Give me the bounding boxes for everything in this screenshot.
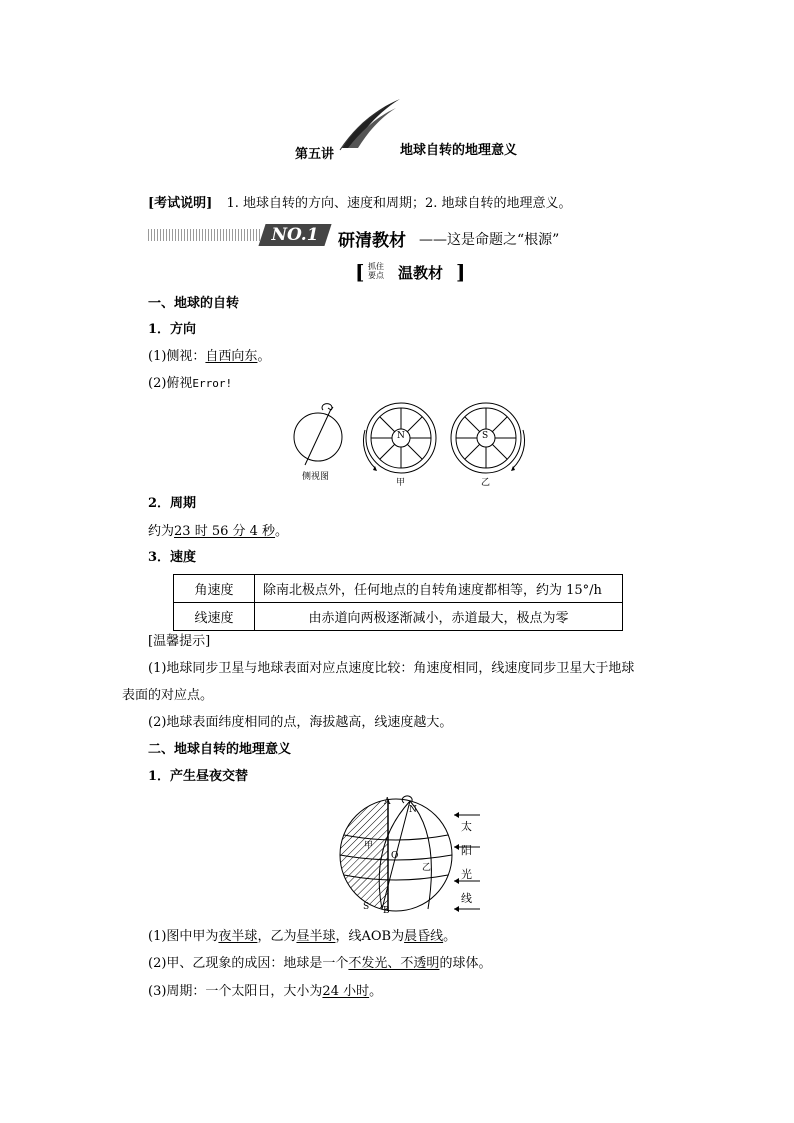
day-answer: 昼半球 [296, 929, 336, 944]
table-head: 角速度 [174, 575, 255, 603]
section2-heading: 二、地球自转的地理意义 [148, 742, 292, 757]
banner-main-title: 研清教材 [338, 231, 406, 251]
exam-tag: [考试说明] [148, 196, 213, 211]
tip2: (2)地球表面纬度相同的点，海拔越高，线速度越大。 [148, 715, 453, 730]
daynight-line2: (2)甲、乙现象的成因：地球是一个不发光、不透明的球体。 [148, 956, 492, 971]
fig2-s: S [363, 902, 370, 912]
cause-answer: 不发光、不透明 [348, 956, 440, 971]
subbanner-open: [ [355, 260, 365, 284]
side-view-line: (1)侧视：自西向东。 [148, 349, 271, 364]
side-view-answer: 自西向东 [205, 349, 258, 364]
daynight-line3: (3)周期：一个太阳日，大小为24 小时。 [148, 984, 383, 999]
speed-heading: 3．速度 [148, 550, 197, 565]
daynight-heading: 1．产生昼夜交替 [148, 769, 249, 784]
banner-no-badge: NO.1 [258, 224, 331, 246]
exam-line [148, 196, 572, 212]
period-heading: 2．周期 [148, 496, 197, 511]
period-line: 约为23 时 56 分 4 秒。 [148, 524, 289, 539]
period-answer: 23 时 56 分 4 秒 [174, 524, 276, 539]
subbanner-close: ] [456, 260, 466, 284]
fig-label-n: N [397, 431, 405, 441]
lesson-title: 地球自转的地理意义 [400, 143, 518, 158]
table-row [174, 603, 623, 631]
table-cell: 除南北极点外，任何地点的自转角速度都相等，约为 15°/h [255, 575, 623, 603]
subbanner-big: 温教材 [398, 264, 444, 282]
sun-label-3: 光 [461, 868, 472, 881]
error-text: Error! [192, 377, 233, 390]
swoosh-logo [338, 96, 404, 152]
fig2-yi: 乙 [422, 863, 432, 873]
table-row [174, 575, 623, 603]
sun-label-2: 阳 [461, 844, 472, 857]
table-cell: 由赤道向两极逐渐减小，赤道最大，极点为零 [255, 603, 623, 631]
night-answer: 夜半球 [218, 929, 258, 944]
tip-tag: [温馨提示] [148, 634, 211, 649]
exam-text: 1. 地球自转的方向、速度和周期；2. 地球自转的地理意义。 [226, 196, 572, 211]
period-answer-2: 24 小时 [322, 984, 370, 999]
subbanner-small: 抓住 要点 [368, 262, 384, 280]
fig-label-jia: 甲 [396, 478, 406, 488]
speed-table [173, 574, 623, 631]
fig2-b: B [383, 906, 390, 916]
fig-label-yi: 乙 [481, 478, 491, 488]
fig2-n: N [409, 805, 417, 815]
tip1-line2: 表面的对应点。 [122, 688, 214, 703]
fig2-jia: 甲 [364, 841, 374, 851]
sun-label-1: 太 [461, 820, 472, 833]
table-head: 线速度 [174, 603, 255, 631]
top-view-line: (2)俯视Error! [148, 376, 233, 391]
fig2-a: A [384, 797, 391, 807]
tip1-line1: (1)地球同步卫星与地球表面对应点速度比较：角速度相同，线速度同步卫星大于地球 [148, 661, 635, 676]
fig-label-side: 侧视图 [302, 472, 330, 482]
daynight-line1: (1)图中甲为夜半球，乙为昼半球，线AOB为晨昏线。 [148, 929, 457, 944]
section1-heading: 一、地球的自转 [148, 296, 240, 311]
sun-label-4: 线 [461, 892, 472, 905]
direction-heading: 1．方向 [148, 322, 197, 337]
fig-label-s: S [482, 431, 489, 441]
fig2-o: O [391, 851, 399, 861]
terminator-answer: 晨昏线 [404, 929, 444, 944]
banner-subtitle: ——这是命题之“根源” [419, 232, 560, 248]
banner-stripe [148, 229, 260, 241]
lesson-number: 第五讲 [295, 147, 335, 162]
lesson-header [295, 143, 334, 162]
